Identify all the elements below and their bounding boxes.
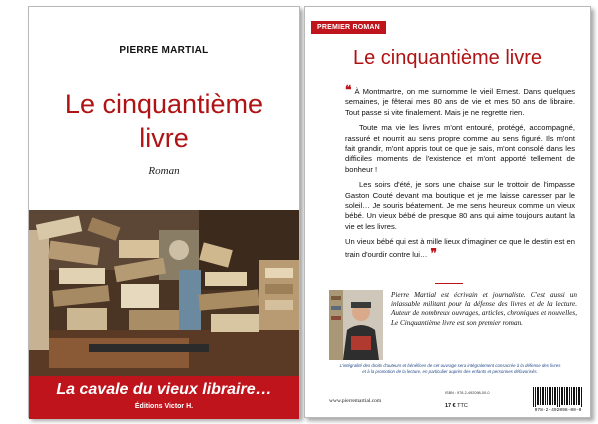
red-divider xyxy=(435,283,463,284)
front-title-line2: livre xyxy=(139,123,189,153)
website-link[interactable]: www.pierremartial.com xyxy=(329,398,382,404)
front-title xyxy=(29,87,299,155)
quote-open-icon: ❝ xyxy=(345,83,352,97)
front-author: PIERRE MARTIAL xyxy=(119,45,209,56)
isbn-info: ISBN : 978-2-492098-00-0 xyxy=(445,391,490,395)
bookshop-photo xyxy=(29,210,299,376)
tagline: La cavale du vieux libraire… xyxy=(56,381,272,398)
summary-paragraph: ❝ À Montmartre, on me surnomme le vieil Ernest. Dans quelques semaines, je fêterai mes 80 ans de vie et mes 50 ans de libraire. Tout passe si vite finalement. Mais je ne regrette rien. xyxy=(345,83,575,117)
barcode-number: 978-2-492098-00-0 xyxy=(534,408,582,413)
front-title-line1: Le cinquantième xyxy=(64,89,264,119)
quote-close-icon: ❞ xyxy=(430,245,437,260)
price-label: 17 € TTC xyxy=(445,403,468,409)
author-photo xyxy=(329,290,383,360)
back-summary xyxy=(345,85,575,265)
author-portrait xyxy=(329,290,383,360)
legal-notice: L'intégralité des droits d'auteurs et bénéfices de cet ouvrage sera intégralement consacrée à la défense des livres et à la promotion de la lecture, en particulier auprès des enfants et personnes défavorisés. xyxy=(339,363,561,374)
back-cover xyxy=(304,6,591,418)
summary-paragraph: Toute ma vie les livres m'ont entouré, protégé, accompagné, rassuré et nourrit au sens propre comme au sens figuré. Ils m'ont fait grandir, m'ont appris tout ce que je sais, m'ont consolé dans les difficiles moments de l'existence et m'ont apporté tellement de bonheur ! xyxy=(345,123,575,174)
publisher-name: Éditions Victor H. xyxy=(134,403,194,410)
summary-paragraph: Un vieux bébé qui est à mille lieux d'imaginer ce que le destin est en train d'ourdir contre lui… ❞ xyxy=(345,237,575,260)
premier-roman-badge: PREMIER ROMAN xyxy=(311,21,386,34)
genre-label: Roman xyxy=(148,165,180,177)
bookshop-illustration xyxy=(29,210,299,376)
front-cover xyxy=(28,6,300,418)
barcode-icon xyxy=(533,387,583,407)
author-bio: Pierre Martial est écrivain et journaliste. C'est aussi un inlassable militant pour la défense des livres et de la lecture. Auteur de nombreux ouvrages, articles, chroniques et nouvelles, Le Cinquantième livre est son premier roman. xyxy=(391,291,577,327)
summary-paragraph: Les soirs d'été, je sors une chaise sur le trottoir de l'impasse Gaston Couté devant ma boutique et je me laisse caresser par le soleil… Je souris béatement. Je me sens heureux comme un vieux bébé. Un vieux bébé de presque 80 ans qui aime toujours autant la vie et les livres. xyxy=(345,180,575,231)
back-title: Le cinquantième livre xyxy=(353,47,542,69)
tagline-banner xyxy=(29,376,299,419)
